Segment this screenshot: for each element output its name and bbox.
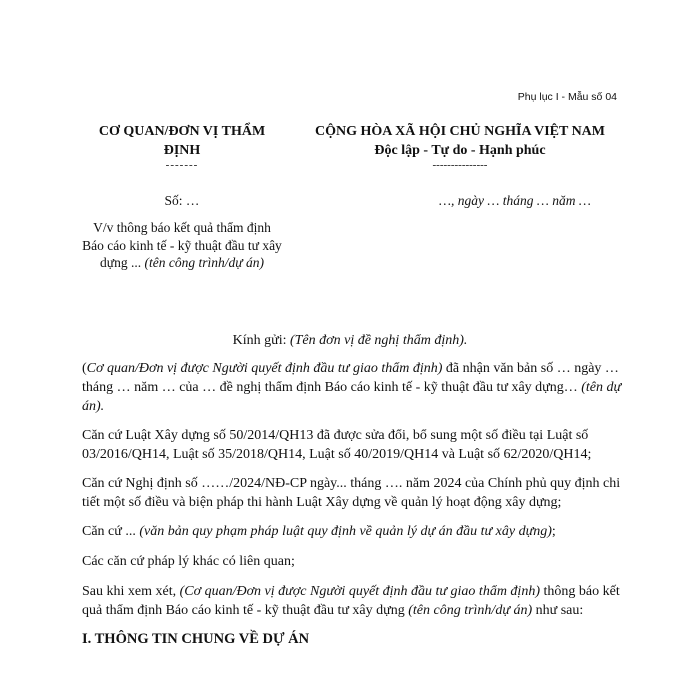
recipient-line	[0, 333, 700, 349]
p4-text: Căn cứ ...	[82, 524, 140, 539]
section-title: I. THÔNG TIN CHUNG VỀ DỰ ÁN	[82, 631, 310, 647]
p6-text2: thông báo kết quả thẩm định Báo cáo kinh tế - kỹ thuật đầu tư xây dựng	[82, 584, 620, 618]
p6-text: Sau khi xem xét,	[82, 584, 180, 599]
subject-text: V/v thông báo kết quả thẩm định Báo cáo kinh tế - kỹ thuật đầu tư xây dựng ...	[82, 220, 282, 270]
paragraph-decree-basis: Căn cứ Nghị định số ……/2024/NĐ-CP ngày... tháng …. năm 2024 của Chính phủ quy định chi tiết một số điều và biện pháp thi hành Luật Xây dựng về quản lý hoạt động xây dựng;	[82, 476, 621, 510]
p6-project: (tên công trình/dự án)	[408, 603, 533, 618]
recipient-name: (Tên đơn vị đề nghị thẩm định).	[289, 333, 468, 348]
p1-project: (tên dự án).	[82, 380, 622, 414]
country-name: CỘNG HÒA XÃ HỘI CHỦ NGHĨA VIỆT NAM	[314, 124, 605, 139]
document-subject	[82, 219, 282, 272]
agency-divider: -------	[165, 159, 199, 171]
paragraph-other-basis: Các căn cứ pháp lý khác có liên quan;	[82, 554, 295, 569]
paragraph-received	[82, 359, 622, 416]
motto-divider: ---------------	[432, 159, 488, 171]
appendix-label: Phụ lục I - Mẫu số 04	[517, 91, 617, 103]
p1-open: (	[82, 361, 87, 376]
paragraph-regulation-basis	[82, 522, 622, 541]
national-motto: Độc lập - Tự do - Hạnh phúc	[374, 143, 546, 158]
p1-agency: Cơ quan/Đơn vị được Người quyết định đầu tư giao thẩm định)	[86, 361, 443, 376]
p4-italic: (văn bản quy phạm pháp luật quy định về quản lý dự án đầu tư xây dựng)	[139, 524, 552, 539]
subject-italic: (tên công trình/dự án)	[144, 255, 264, 270]
paragraph-conclusion	[82, 582, 622, 620]
p6-agency: (Cơ quan/Đơn vị được Người quyết định đầu tư giao thẩm định)	[179, 584, 540, 599]
national-header	[290, 122, 630, 170]
p4-end: ;	[551, 524, 556, 539]
p1-text: đã nhận văn bản số … ngày … tháng … năm … của … đề nghị thẩm định Báo cáo kinh tế - kỹ thuật đầu tư xây dựng…	[82, 361, 619, 395]
agency-header	[82, 122, 282, 170]
recipient-label: Kính gửi:	[232, 333, 290, 348]
p6-end: như sau:	[532, 603, 584, 618]
document-date: …, ngày … tháng … năm …	[439, 193, 591, 208]
document-body	[82, 359, 622, 649]
paragraph-law-basis: Căn cứ Luật Xây dựng số 50/2014/QH13 đã được sửa đổi, bổ sung một số điều tại Luật số 03/2016/QH14, Luật số 35/2018/QH14, Luật số 40/2019/QH14 và Luật số 62/2020/QH14;	[82, 428, 592, 462]
document-number: Số: …	[164, 193, 200, 208]
agency-name: CƠ QUAN/ĐƠN VỊ THẨM ĐỊNH	[98, 124, 266, 158]
